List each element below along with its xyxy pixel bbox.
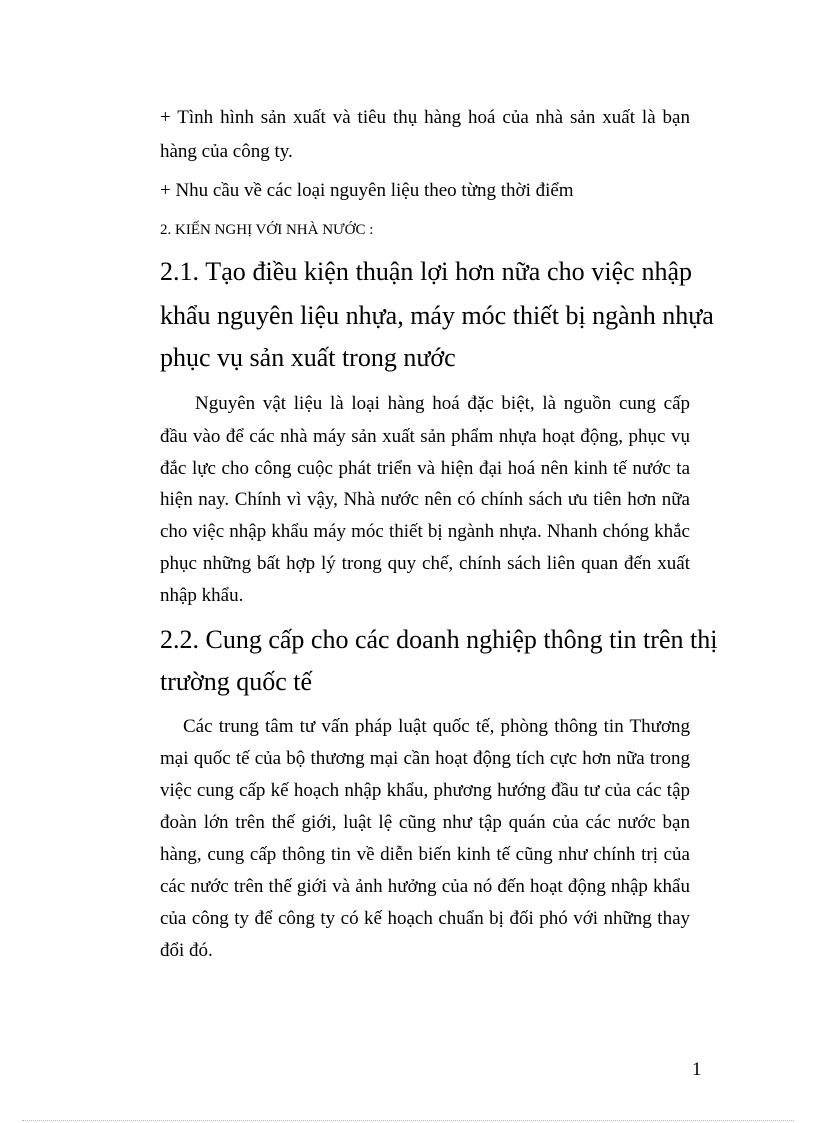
- paragraph-line: hiện nay. Chính vì vậy, Nhà nước nên có chính sách ưu tiên hơn nữa: [160, 489, 690, 510]
- page-footer-divider: [22, 1120, 794, 1121]
- heading-2-2-line: 2.2. Cung cấp cho các doanh nghiệp thông tin trên thị: [160, 625, 718, 654]
- intro-line: + Nhu cầu về các loại nguyên liệu theo từng thời điểm: [160, 180, 574, 201]
- paragraph-line: mại quốc tế của bộ thương mại cần hoạt động tích cực hơn nữa trong: [160, 748, 690, 769]
- paragraph-line: các nước trên thế giới và ảnh hưởng của nó đến hoạt động nhập khẩu: [160, 876, 690, 897]
- page-number: 1: [692, 1059, 702, 1080]
- paragraph-line: nhập khẩu.: [160, 585, 244, 606]
- section-title: 2. KIẾN NGHỊ VỚI NHÀ NƯỚC :: [160, 222, 374, 238]
- paragraph-line: Các trung tâm tư vấn pháp luật quốc tế, phòng thông tin Thương: [183, 716, 690, 737]
- paragraph-line: đắc lực cho công cuộc phát triển và hiện đại hoá nên kinh tế nước ta: [160, 458, 690, 479]
- heading-2-1-line: 2.1. Tạo điều kiện thuận lợi hơn nữa cho việc nhập: [160, 257, 692, 286]
- intro-line: hàng của công ty.: [160, 141, 293, 162]
- intro-line: + Tình hình sản xuất và tiêu thụ hàng hoá của nhà sản xuất là bạn: [160, 107, 690, 128]
- paragraph-line: phục những bất hợp lý trong quy chế, chính sách liên quan đến xuất: [160, 553, 690, 574]
- heading-2-1-line: khẩu nguyên liệu nhựa, máy móc thiết bị ngành nhựa: [160, 301, 714, 330]
- paragraph-line: đoàn lớn trên thế giới, luật lệ cũng như tập quán của các nước bạn: [160, 812, 690, 833]
- paragraph-line: hàng, cung cấp thông tin về diễn biến kinh tế cũng như chính trị của: [160, 844, 690, 865]
- paragraph-line: việc cung cấp kế hoạch nhập khẩu, phương hướng đầu tư của các tập: [160, 780, 690, 801]
- heading-2-1-line: phục vụ sản xuất trong nước: [160, 343, 456, 372]
- paragraph-line: đầu vào để các nhà máy sản xuất sản phẩm nhựa hoạt động, phục vụ: [160, 426, 690, 447]
- paragraph-line: cho việc nhập khẩu máy móc thiết bị ngành nhựa. Nhanh chóng khắc: [160, 521, 690, 542]
- paragraph-line: đổi đó.: [160, 940, 213, 961]
- heading-2-2-line: trường quốc tế: [160, 667, 313, 696]
- paragraph-line: của công ty để công ty có kế hoạch chuẩn bị đối phó với những thay: [160, 908, 690, 929]
- paragraph-line: Nguyên vật liệu là loại hàng hoá đặc biệt, là nguồn cung cấp: [195, 393, 690, 414]
